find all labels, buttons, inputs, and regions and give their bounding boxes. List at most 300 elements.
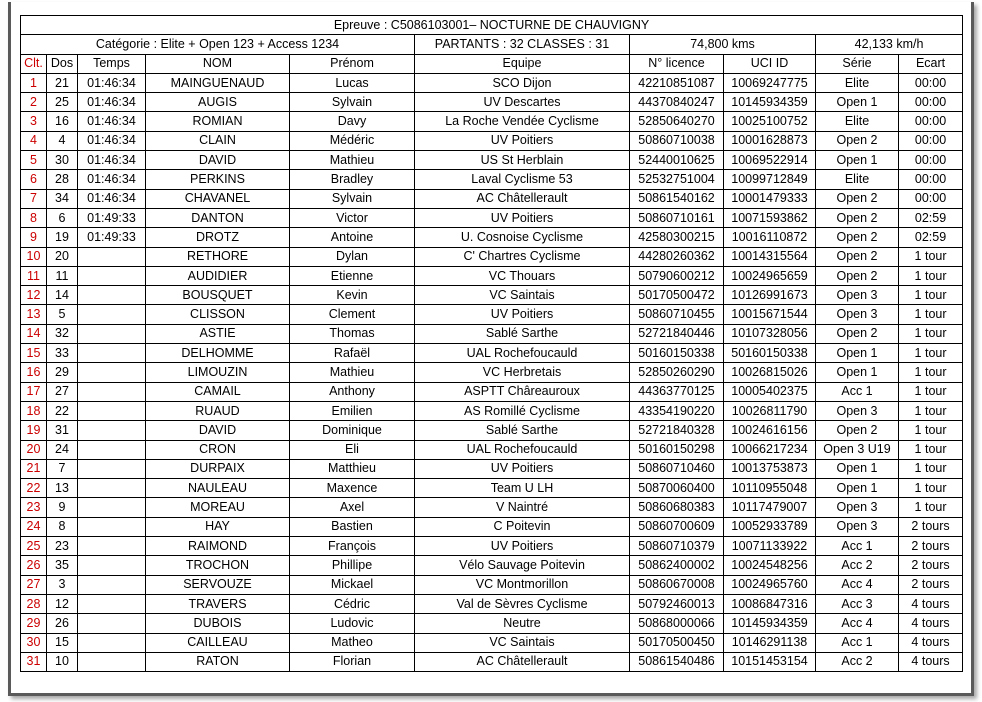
- first-name-cell: Thomas: [290, 324, 415, 343]
- last-name-cell: DANTON: [146, 208, 290, 227]
- series-cell: Acc 3: [816, 594, 899, 613]
- bib-cell: 32: [47, 324, 78, 343]
- series-cell: Open 1: [816, 93, 899, 112]
- first-name-cell: Mathieu: [290, 151, 415, 170]
- licence-cell: 52850260290: [630, 363, 724, 382]
- gap-cell: 1 tour: [899, 363, 963, 382]
- last-name-cell: DAVID: [146, 151, 290, 170]
- licence-cell: 52440010625: [630, 151, 724, 170]
- rank-cell: 23: [21, 498, 47, 517]
- gap-cell: 2 tours: [899, 537, 963, 556]
- first-name-cell: Florian: [290, 652, 415, 671]
- table-row: [21, 208, 963, 227]
- col-header-ecart: Ecart: [899, 54, 963, 73]
- rank-cell: 12: [21, 286, 47, 305]
- team-cell: Team U LH: [415, 479, 630, 498]
- bib-cell: 22: [47, 401, 78, 420]
- table-row: [21, 228, 963, 247]
- gap-cell: 00:00: [899, 73, 963, 92]
- bib-cell: 5: [47, 305, 78, 324]
- team-cell: Val de Sèvres Cyclisme: [415, 594, 630, 613]
- rank-cell: 18: [21, 401, 47, 420]
- series-cell: Open 1: [816, 459, 899, 478]
- series-cell: Elite: [816, 112, 899, 131]
- last-name-cell: DROTZ: [146, 228, 290, 247]
- team-cell: VC Herbretais: [415, 363, 630, 382]
- last-name-cell: SERVOUZE: [146, 575, 290, 594]
- bib-cell: 27: [47, 382, 78, 401]
- title-row: [21, 16, 963, 35]
- series-cell: Open 3: [816, 498, 899, 517]
- rank-cell: 22: [21, 479, 47, 498]
- team-cell: V Naintré: [415, 498, 630, 517]
- table-row: [21, 556, 963, 575]
- rank-cell: 13: [21, 305, 47, 324]
- gap-cell: 1 tour: [899, 324, 963, 343]
- uci-id-cell: 10016110872: [724, 228, 816, 247]
- bib-cell: 11: [47, 266, 78, 285]
- uci-id-cell: 50160150338: [724, 344, 816, 363]
- team-cell: AC Châtellerault: [415, 652, 630, 671]
- series-cell: Open 1: [816, 344, 899, 363]
- rank-cell: 24: [21, 517, 47, 536]
- series-cell: Open 2: [816, 247, 899, 266]
- gap-cell: 4 tours: [899, 633, 963, 652]
- gap-cell: 00:00: [899, 151, 963, 170]
- gap-cell: 1 tour: [899, 459, 963, 478]
- uci-id-cell: 10086847316: [724, 594, 816, 613]
- last-name-cell: ASTIE: [146, 324, 290, 343]
- rank-cell: 2: [21, 93, 47, 112]
- team-cell: UV Poitiers: [415, 305, 630, 324]
- gap-cell: 2 tours: [899, 556, 963, 575]
- uci-id-cell: 10001479333: [724, 189, 816, 208]
- rank-cell: 9: [21, 228, 47, 247]
- bib-cell: 16: [47, 112, 78, 131]
- time-cell: [78, 633, 146, 652]
- table-row: [21, 633, 963, 652]
- time-cell: 01:46:34: [78, 151, 146, 170]
- last-name-cell: RAIMOND: [146, 537, 290, 556]
- gap-cell: 02:59: [899, 228, 963, 247]
- col-header-nom: NOM: [146, 54, 290, 73]
- uci-id-cell: 10014315564: [724, 247, 816, 266]
- series-cell: Acc 2: [816, 652, 899, 671]
- rank-cell: 15: [21, 344, 47, 363]
- first-name-cell: Bastien: [290, 517, 415, 536]
- team-cell: UAL Rochefoucauld: [415, 440, 630, 459]
- team-cell: US St Herblain: [415, 151, 630, 170]
- time-cell: [78, 479, 146, 498]
- col-header-prenom: Prénom: [290, 54, 415, 73]
- team-cell: VC Saintais: [415, 286, 630, 305]
- rank-cell: 21: [21, 459, 47, 478]
- bib-cell: 10: [47, 652, 78, 671]
- time-cell: [78, 459, 146, 478]
- licence-cell: 42580300215: [630, 228, 724, 247]
- rank-cell: 17: [21, 382, 47, 401]
- rank-cell: 28: [21, 594, 47, 613]
- bib-cell: 28: [47, 170, 78, 189]
- time-cell: [78, 344, 146, 363]
- table-row: [21, 344, 963, 363]
- gap-cell: 1 tour: [899, 286, 963, 305]
- col-header-serie: Série: [816, 54, 899, 73]
- series-cell: Open 3: [816, 305, 899, 324]
- table-row: [21, 575, 963, 594]
- licence-cell: 44280260362: [630, 247, 724, 266]
- licence-cell: 50170500450: [630, 633, 724, 652]
- results-sheet: [8, 2, 974, 696]
- series-cell: Acc 2: [816, 556, 899, 575]
- last-name-cell: BOUSQUET: [146, 286, 290, 305]
- rank-cell: 11: [21, 266, 47, 285]
- series-cell: Open 2: [816, 131, 899, 150]
- first-name-cell: Lucas: [290, 73, 415, 92]
- licence-cell: 50160150338: [630, 344, 724, 363]
- licence-cell: 50860710455: [630, 305, 724, 324]
- gap-cell: 1 tour: [899, 247, 963, 266]
- first-name-cell: Phillipe: [290, 556, 415, 575]
- table-row: [21, 459, 963, 478]
- licence-cell: 50790600212: [630, 266, 724, 285]
- time-cell: [78, 517, 146, 536]
- time-cell: 01:49:33: [78, 228, 146, 247]
- last-name-cell: HAY: [146, 517, 290, 536]
- category-label: Catégorie : Elite + Open 123 + Access 1234: [21, 35, 415, 54]
- bib-cell: 8: [47, 517, 78, 536]
- team-cell: Vélo Sauvage Poitevin: [415, 556, 630, 575]
- table-row: [21, 189, 963, 208]
- time-cell: [78, 537, 146, 556]
- last-name-cell: AUDIDIER: [146, 266, 290, 285]
- gap-cell: 00:00: [899, 112, 963, 131]
- last-name-cell: DURPAIX: [146, 459, 290, 478]
- race-distance: 74,800 kms: [630, 35, 816, 54]
- time-cell: [78, 498, 146, 517]
- rank-cell: 1: [21, 73, 47, 92]
- col-header-dos: Dos: [47, 54, 78, 73]
- uci-id-cell: 10052933789: [724, 517, 816, 536]
- table-row: [21, 537, 963, 556]
- bib-cell: 20: [47, 247, 78, 266]
- gap-cell: 02:59: [899, 208, 963, 227]
- last-name-cell: DAVID: [146, 421, 290, 440]
- uci-id-cell: 10069247775: [724, 73, 816, 92]
- bib-cell: 33: [47, 344, 78, 363]
- first-name-cell: Eli: [290, 440, 415, 459]
- last-name-cell: TROCHON: [146, 556, 290, 575]
- info-row: [21, 35, 963, 54]
- table-row: [21, 73, 963, 92]
- uci-id-cell: 10024548256: [724, 556, 816, 575]
- last-name-cell: LIMOUZIN: [146, 363, 290, 382]
- table-row: [21, 363, 963, 382]
- last-name-cell: RATON: [146, 652, 290, 671]
- gap-cell: 00:00: [899, 189, 963, 208]
- team-cell: UV Poitiers: [415, 459, 630, 478]
- gap-cell: 00:00: [899, 170, 963, 189]
- bib-cell: 12: [47, 594, 78, 613]
- gap-cell: 1 tour: [899, 344, 963, 363]
- team-cell: VC Thouars: [415, 266, 630, 285]
- series-cell: Acc 4: [816, 575, 899, 594]
- team-cell: VC Montmorillon: [415, 575, 630, 594]
- licence-cell: 50870060400: [630, 479, 724, 498]
- last-name-cell: RUAUD: [146, 401, 290, 420]
- bib-cell: 31: [47, 421, 78, 440]
- bib-cell: 14: [47, 286, 78, 305]
- uci-id-cell: 10146291138: [724, 633, 816, 652]
- bib-cell: 21: [47, 73, 78, 92]
- column-header-row: [21, 54, 963, 73]
- team-cell: La Roche Vendée Cyclisme: [415, 112, 630, 131]
- team-cell: C' Chartres Cyclisme: [415, 247, 630, 266]
- series-cell: Open 3 U19: [816, 440, 899, 459]
- uci-id-cell: 10066217234: [724, 440, 816, 459]
- series-cell: Acc 1: [816, 633, 899, 652]
- time-cell: 01:46:34: [78, 131, 146, 150]
- gap-cell: 4 tours: [899, 614, 963, 633]
- time-cell: [78, 266, 146, 285]
- licence-cell: 44370840247: [630, 93, 724, 112]
- uci-id-cell: 10001628873: [724, 131, 816, 150]
- bib-cell: 30: [47, 151, 78, 170]
- first-name-cell: Matheo: [290, 633, 415, 652]
- time-cell: [78, 575, 146, 594]
- table-row: [21, 131, 963, 150]
- last-name-cell: RETHORE: [146, 247, 290, 266]
- uci-id-cell: 10024965760: [724, 575, 816, 594]
- first-name-cell: Bradley: [290, 170, 415, 189]
- col-header-licence: N° licence: [630, 54, 724, 73]
- uci-id-cell: 10005402375: [724, 382, 816, 401]
- table-row: [21, 517, 963, 536]
- team-cell: UV Poitiers: [415, 131, 630, 150]
- first-name-cell: Dominique: [290, 421, 415, 440]
- first-name-cell: Matthieu: [290, 459, 415, 478]
- rank-cell: 7: [21, 189, 47, 208]
- time-cell: [78, 614, 146, 633]
- licence-cell: 44363770125: [630, 382, 724, 401]
- uci-id-cell: 10071593862: [724, 208, 816, 227]
- uci-id-cell: 10145934359: [724, 93, 816, 112]
- series-cell: Open 2: [816, 324, 899, 343]
- rank-cell: 10: [21, 247, 47, 266]
- time-cell: [78, 382, 146, 401]
- results-table: [20, 15, 963, 672]
- uci-id-cell: 10024616156: [724, 421, 816, 440]
- first-name-cell: Mickael: [290, 575, 415, 594]
- gap-cell: 00:00: [899, 93, 963, 112]
- licence-cell: 50160150298: [630, 440, 724, 459]
- first-name-cell: Anthony: [290, 382, 415, 401]
- time-cell: 01:46:34: [78, 73, 146, 92]
- rank-cell: 20: [21, 440, 47, 459]
- gap-cell: 2 tours: [899, 517, 963, 536]
- licence-cell: 50861540162: [630, 189, 724, 208]
- gap-cell: 4 tours: [899, 594, 963, 613]
- time-cell: [78, 594, 146, 613]
- gap-cell: 1 tour: [899, 266, 963, 285]
- team-cell: C Poitevin: [415, 517, 630, 536]
- uci-id-cell: 10151453154: [724, 652, 816, 671]
- series-cell: Open 3: [816, 286, 899, 305]
- rank-cell: 8: [21, 208, 47, 227]
- average-speed: 42,133 km/h: [816, 35, 963, 54]
- uci-id-cell: 10145934359: [724, 614, 816, 633]
- col-header-equipe: Equipe: [415, 54, 630, 73]
- first-name-cell: Médéric: [290, 131, 415, 150]
- first-name-cell: Emilien: [290, 401, 415, 420]
- rank-cell: 5: [21, 151, 47, 170]
- time-cell: 01:46:34: [78, 112, 146, 131]
- bib-cell: 19: [47, 228, 78, 247]
- last-name-cell: MAINGUENAUD: [146, 73, 290, 92]
- col-header-clt: Clt.: [21, 54, 47, 73]
- team-cell: UV Poitiers: [415, 537, 630, 556]
- uci-id-cell: 10024965659: [724, 266, 816, 285]
- team-cell: Sablé Sarthe: [415, 324, 630, 343]
- series-cell: Elite: [816, 73, 899, 92]
- uci-id-cell: 10069522914: [724, 151, 816, 170]
- rank-cell: 6: [21, 170, 47, 189]
- last-name-cell: CLISSON: [146, 305, 290, 324]
- gap-cell: 2 tours: [899, 575, 963, 594]
- time-cell: 01:46:34: [78, 170, 146, 189]
- table-row: [21, 652, 963, 671]
- first-name-cell: Kevin: [290, 286, 415, 305]
- licence-cell: 50860710161: [630, 208, 724, 227]
- first-name-cell: Victor: [290, 208, 415, 227]
- first-name-cell: Antoine: [290, 228, 415, 247]
- bib-cell: 23: [47, 537, 78, 556]
- starters-classified: PARTANTS : 32 CLASSES : 31: [415, 35, 630, 54]
- licence-cell: 50860680383: [630, 498, 724, 517]
- series-cell: Open 2: [816, 421, 899, 440]
- time-cell: 01:49:33: [78, 208, 146, 227]
- rank-cell: 19: [21, 421, 47, 440]
- table-row: [21, 151, 963, 170]
- bib-cell: 3: [47, 575, 78, 594]
- time-cell: [78, 324, 146, 343]
- table-row: [21, 594, 963, 613]
- rank-cell: 14: [21, 324, 47, 343]
- licence-cell: 42210851087: [630, 73, 724, 92]
- table-row: [21, 401, 963, 420]
- rank-cell: 25: [21, 537, 47, 556]
- bib-cell: 25: [47, 93, 78, 112]
- table-row: [21, 305, 963, 324]
- first-name-cell: Davy: [290, 112, 415, 131]
- first-name-cell: Axel: [290, 498, 415, 517]
- bib-cell: 4: [47, 131, 78, 150]
- series-cell: Open 3: [816, 401, 899, 420]
- gap-cell: 1 tour: [899, 401, 963, 420]
- uci-id-cell: 10071133922: [724, 537, 816, 556]
- table-row: [21, 440, 963, 459]
- table-row: [21, 498, 963, 517]
- bib-cell: 15: [47, 633, 78, 652]
- rank-cell: 31: [21, 652, 47, 671]
- gap-cell: 1 tour: [899, 479, 963, 498]
- series-cell: Acc 1: [816, 537, 899, 556]
- gap-cell: 1 tour: [899, 305, 963, 324]
- last-name-cell: NAULEAU: [146, 479, 290, 498]
- time-cell: [78, 556, 146, 575]
- bib-cell: 7: [47, 459, 78, 478]
- team-cell: Laval Cyclisme 53: [415, 170, 630, 189]
- series-cell: Elite: [816, 170, 899, 189]
- col-header-uci: UCI ID: [724, 54, 816, 73]
- time-cell: [78, 247, 146, 266]
- bib-cell: 26: [47, 614, 78, 633]
- bib-cell: 9: [47, 498, 78, 517]
- time-cell: [78, 305, 146, 324]
- last-name-cell: CLAIN: [146, 131, 290, 150]
- uci-id-cell: 10110955048: [724, 479, 816, 498]
- gap-cell: 00:00: [899, 131, 963, 150]
- first-name-cell: François: [290, 537, 415, 556]
- first-name-cell: Clement: [290, 305, 415, 324]
- last-name-cell: MOREAU: [146, 498, 290, 517]
- last-name-cell: CAMAIL: [146, 382, 290, 401]
- first-name-cell: Maxence: [290, 479, 415, 498]
- uci-id-cell: 10026815026: [724, 363, 816, 382]
- licence-cell: 50860700609: [630, 517, 724, 536]
- team-cell: Sablé Sarthe: [415, 421, 630, 440]
- last-name-cell: DUBOIS: [146, 614, 290, 633]
- last-name-cell: PERKINS: [146, 170, 290, 189]
- first-name-cell: Sylvain: [290, 189, 415, 208]
- licence-cell: 50861540486: [630, 652, 724, 671]
- gap-cell: 1 tour: [899, 421, 963, 440]
- first-name-cell: Mathieu: [290, 363, 415, 382]
- licence-cell: 50860670008: [630, 575, 724, 594]
- first-name-cell: Rafaël: [290, 344, 415, 363]
- series-cell: Open 2: [816, 228, 899, 247]
- time-cell: 01:46:34: [78, 93, 146, 112]
- time-cell: 01:46:34: [78, 189, 146, 208]
- uci-id-cell: 10099712849: [724, 170, 816, 189]
- event-title: Epreuve : C5086103001– NOCTURNE DE CHAUVIGNY: [21, 16, 963, 35]
- bib-cell: 24: [47, 440, 78, 459]
- licence-cell: 52532751004: [630, 170, 724, 189]
- team-cell: SCO Dijon: [415, 73, 630, 92]
- gap-cell: 1 tour: [899, 382, 963, 401]
- uci-id-cell: 10107328056: [724, 324, 816, 343]
- series-cell: Open 1: [816, 363, 899, 382]
- time-cell: [78, 401, 146, 420]
- last-name-cell: CRON: [146, 440, 290, 459]
- table-row: [21, 421, 963, 440]
- team-cell: AC Châtellerault: [415, 189, 630, 208]
- first-name-cell: Cédric: [290, 594, 415, 613]
- rank-cell: 30: [21, 633, 47, 652]
- series-cell: Open 1: [816, 479, 899, 498]
- table-row: [21, 324, 963, 343]
- table-row: [21, 266, 963, 285]
- last-name-cell: TRAVERS: [146, 594, 290, 613]
- rank-cell: 4: [21, 131, 47, 150]
- series-cell: Acc 4: [816, 614, 899, 633]
- rank-cell: 16: [21, 363, 47, 382]
- team-cell: UV Poitiers: [415, 208, 630, 227]
- last-name-cell: DELHOMME: [146, 344, 290, 363]
- series-cell: Open 2: [816, 189, 899, 208]
- gap-cell: 4 tours: [899, 652, 963, 671]
- licence-cell: 52850640270: [630, 112, 724, 131]
